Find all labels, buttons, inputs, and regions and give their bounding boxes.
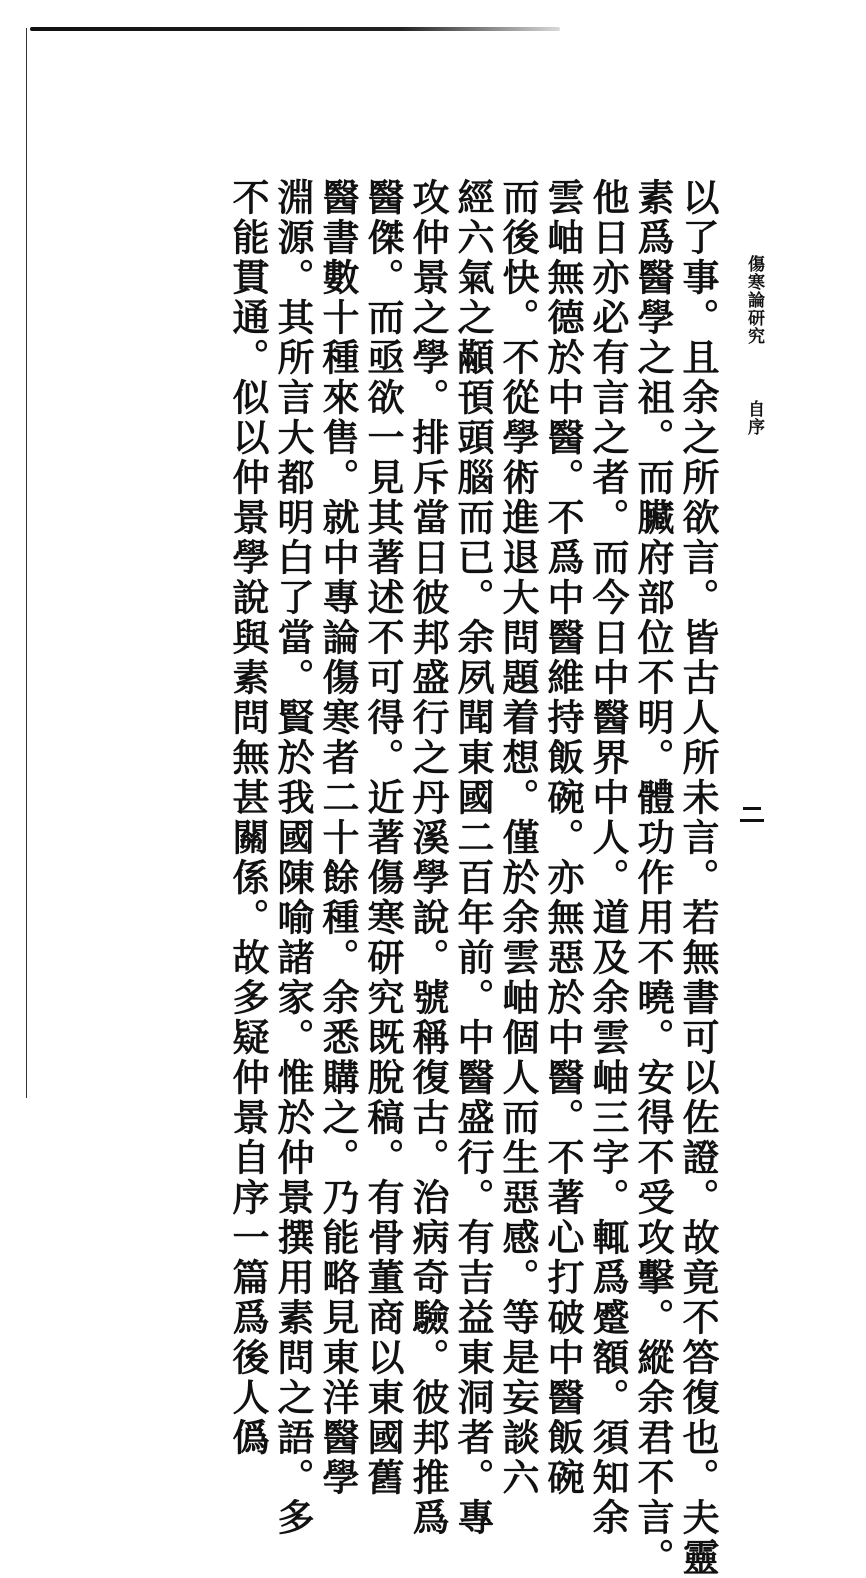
page-number-stroke-bottom (740, 819, 764, 822)
text-column-7: 攻仲景之學。排斥當日彼邦盛行之丹溪學說。號稱復古。治病奇驗。彼邦推爲 (406, 178, 450, 1538)
page-number-stroke-top (743, 807, 761, 810)
text-column-11: 不能貫通。似以仲景學說與素問無甚關係。故多疑仲景自序一篇爲後人僞 (226, 178, 270, 1458)
body-text (180, 178, 720, 1578)
text-column-1: 以了事。且余之所欲言。皆古人所未言。若無書可以佐證。故竟不答復也。夫靈 (676, 178, 720, 1578)
text-column-2: 素爲醫學之祖。而臟府部位不明。體功作用不曉。安得不受攻擊。縱余君不言。 (631, 178, 675, 1578)
text-column-9: 醫書數十種來售。就中專論傷寒者二十餘種。余悉購之。乃能略見東洋醫學 (316, 178, 360, 1498)
text-column-10: 淵源。其所言大都明白了當。賢於我國陳喻諸家。惟於仲景撰用素問之語。多 (271, 178, 315, 1538)
text-column-4: 雲岫無德於中醫。不爲中醫維持飯碗。亦無惡於中醫。不著心打破中醫飯碗 (541, 178, 585, 1498)
text-column-3: 他日亦必有言之者。而今日中醫界中人。道及余雲岫三字。輒爲蹙額。須知余 (586, 178, 630, 1538)
running-header-section: 自序 (744, 400, 764, 436)
top-rule (30, 27, 560, 31)
text-column-8: 醫傑。而亟欲一見其著述不可得。近著傷寒研究既脫稿。有骨董商以東國舊 (361, 178, 405, 1498)
text-column-5: 而後快。不從學術進退大問題着想。僅於余雲岫個人而生惡感。等是妄談六 (496, 178, 540, 1498)
text-column-6: 經六氣之顢頇頭腦而已。余夙聞東國二百年前。中醫盛行。有吉益東洞者。專 (451, 178, 495, 1538)
page-number (740, 805, 764, 825)
running-header-book-title: 傷寒論研究 (744, 255, 764, 345)
left-margin-rule (26, 28, 27, 1098)
